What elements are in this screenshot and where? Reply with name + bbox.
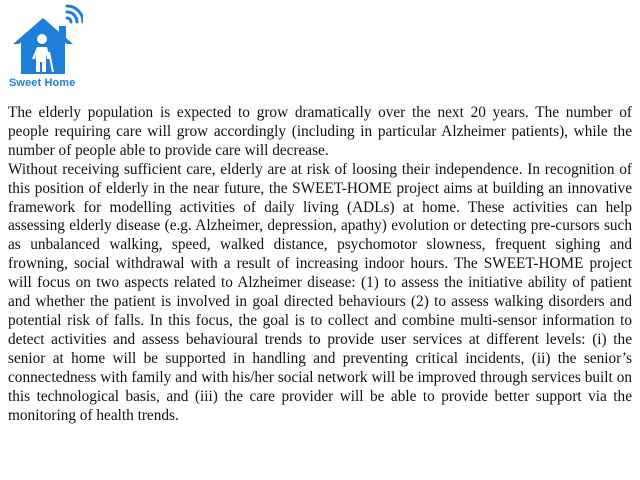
- sweet-home-logo: [8, 4, 88, 90]
- house-with-person-and-wifi-icon: [11, 4, 83, 76]
- paragraph: The elderly population is expected to grow dramatically over the next 20 years. The number of people requiring care will grow accordingly (including in particular Alzheimer patients), while the number of people able to provide care will decrease.: [8, 104, 632, 159]
- document-body: [8, 104, 632, 425]
- paragraph: Without receiving sufficient care, elderly are at risk of loosing their independence. In recognition of this position of elderly in the near future, the SWEET-HOME project aims at building an innovative framework for modelling activities of daily living (ADLs) at home. These activities can help assessing elderly disease (e.g. Alzheimer, depression, apathy) evolution or detecting pre-cursors such as unbalanced walking, speed, walked distance, psychomotor slowness, frequent sighing and frowning, social withdrawal with a result of increasing indoor hours. The SWEET-HOME project will focus on two aspects related to Alzheimer disease: (1) to assess the initiative ability of patient and whether the patient is involved in goal directed behaviours (2) to assess walking disorders and potential risk of falls. In this focus, the goal is to collect and combine multi-sensor information to detect activities and assess behavioural trends to provide user services at different levels: (i) the senior at home will be supported in handling and preventing critical incidents, (ii) the senior’s connectedness with family and with his/her social network will be improved through services built on this technological basis, and (iii) the care provider will be able to provide better support via the monitoring of health trends.: [8, 160, 632, 424]
- logo-label: Sweet Home: [9, 77, 76, 89]
